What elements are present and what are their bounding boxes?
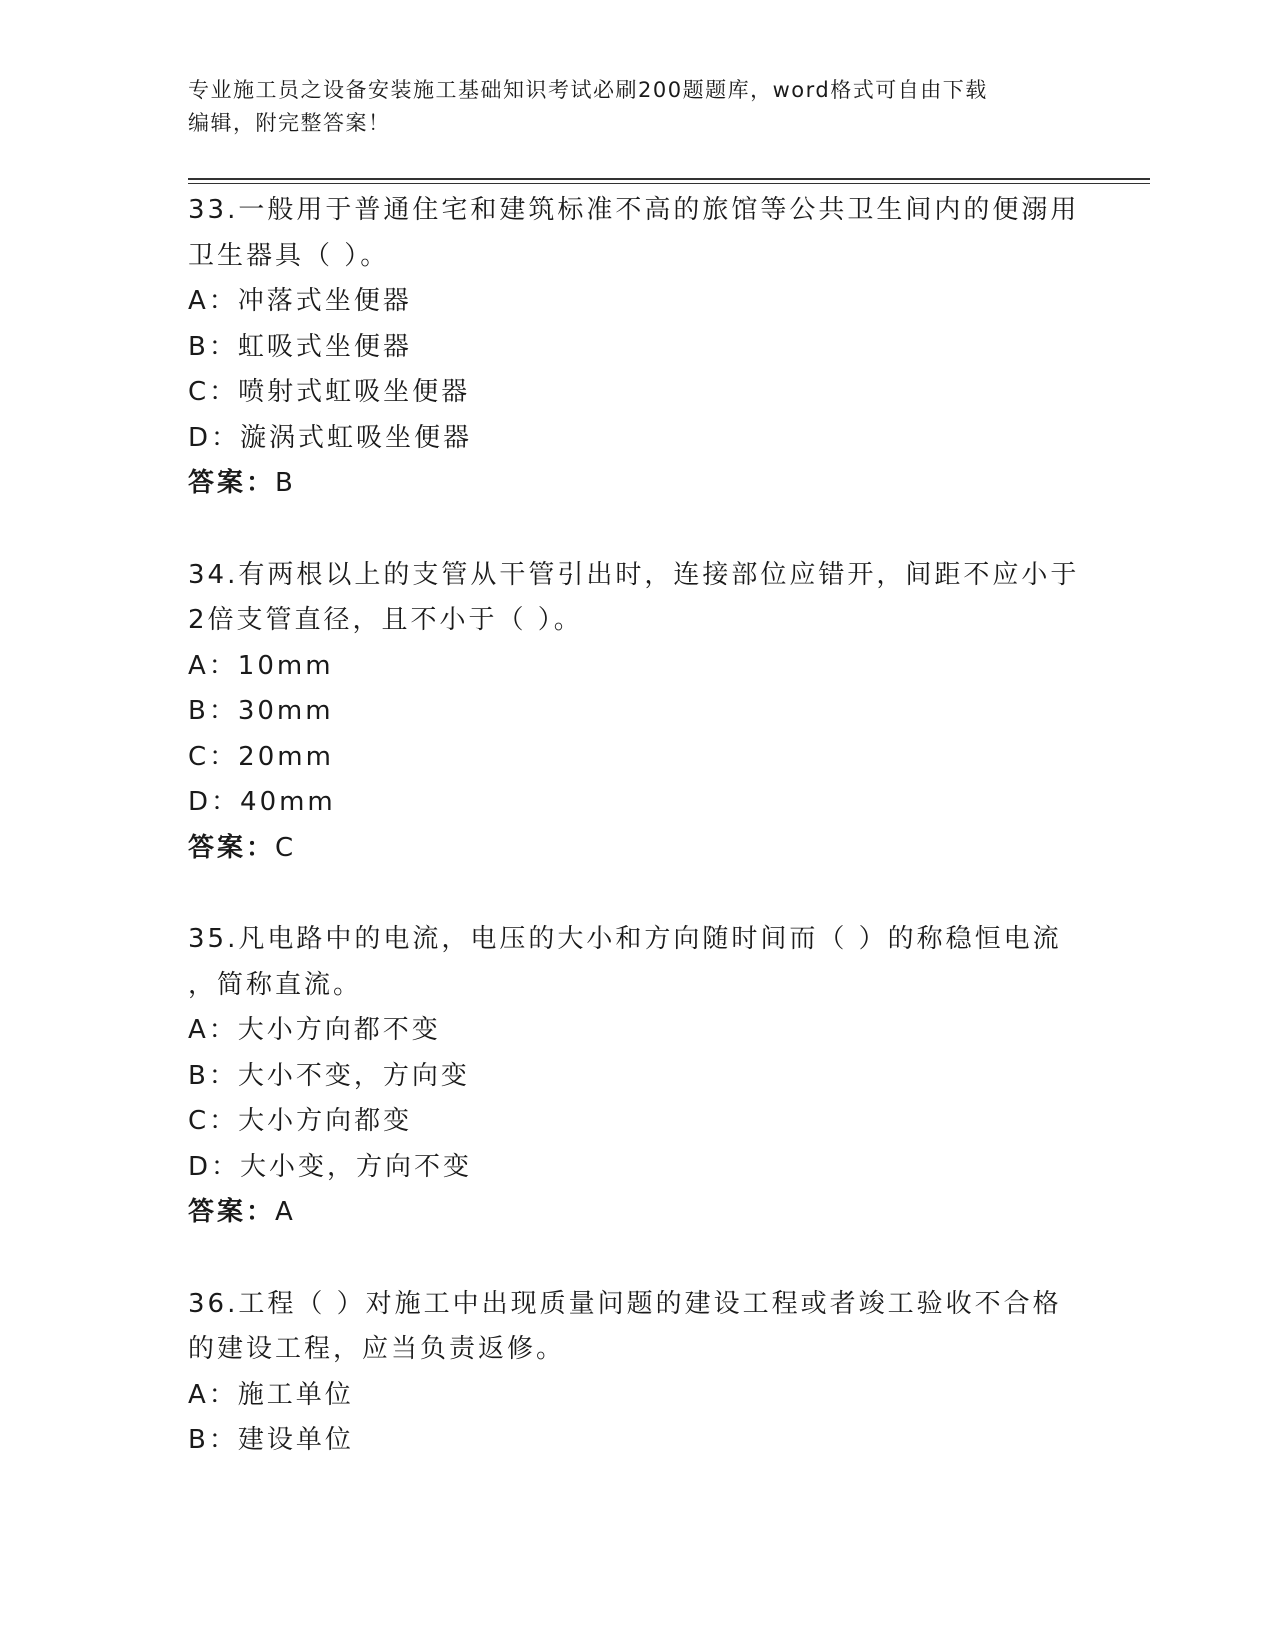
question-stem-line-1: 35.凡电路中的电流，电压的大小和方向随时间而（ ）的称稳恒电流	[188, 924, 1062, 954]
answer-label: 答案：	[188, 468, 276, 498]
question-36	[188, 1282, 1088, 1464]
option-a: A：冲落式坐便器	[188, 286, 412, 316]
question-stem-line-2: 卫生器具（ ）。	[188, 240, 390, 271]
answer-value: A	[275, 1197, 294, 1227]
question-list	[188, 188, 1088, 1510]
question-stem-line-2: 2倍支管直径，且不小于（ ）。	[188, 605, 583, 635]
option-b: B：大小不变，方向变	[188, 1060, 470, 1091]
answer-label: 答案：	[188, 1197, 276, 1227]
option-b: B：30mm	[188, 696, 334, 726]
option-b: B：建设单位	[188, 1425, 354, 1455]
question-35	[188, 917, 1088, 1236]
option-a: A：大小方向都不变	[188, 1015, 441, 1045]
question-stem-line-2: 的建设工程，应当负责返修。	[188, 1334, 566, 1364]
option-a: A：施工单位	[188, 1379, 354, 1410]
header-title-line-1: 专业施工员之设备安装施工基础知识考试必刷200题题库，word格式可自由下载	[188, 78, 988, 102]
header-divider-thick	[188, 178, 1150, 180]
answer-label: 答案：	[188, 832, 276, 863]
question-stem-line-1: 33.一般用于普通住宅和建筑标准不高的旅馆等公共卫生间内的便溺用	[188, 195, 1080, 225]
option-c: C：喷射式虹吸坐便器	[188, 377, 471, 407]
answer-value: C	[275, 832, 295, 863]
answer-value: B	[275, 468, 294, 498]
option-d: D：漩涡式虹吸坐便器	[188, 422, 473, 453]
answer-line	[188, 1190, 1088, 1236]
question-33	[188, 188, 1088, 507]
header-title-line-2: 编辑，附完整答案！	[188, 111, 391, 135]
question-34	[188, 553, 1088, 872]
header-divider-thin	[188, 183, 1150, 184]
option-d: D：40mm	[188, 787, 336, 817]
option-c: C：20mm	[188, 741, 334, 772]
option-c: C：大小方向都变	[188, 1106, 413, 1136]
question-stem-line-1: 36.工程（ ）对施工中出现质量问题的建设工程或者竣工验收不合格	[188, 1288, 1062, 1319]
option-a: A：10mm	[188, 650, 334, 681]
option-d: D：大小变，方向不变	[188, 1151, 473, 1182]
question-stem-line-2: ，简称直流。	[188, 969, 363, 1000]
document-header	[188, 74, 1068, 140]
answer-line	[188, 826, 1088, 872]
question-stem-line-1: 34.有两根以上的支管从干管引出时，连接部位应错开，间距不应小于	[188, 559, 1080, 590]
answer-line	[188, 461, 1088, 507]
option-b: B：虹吸式坐便器	[188, 331, 412, 362]
